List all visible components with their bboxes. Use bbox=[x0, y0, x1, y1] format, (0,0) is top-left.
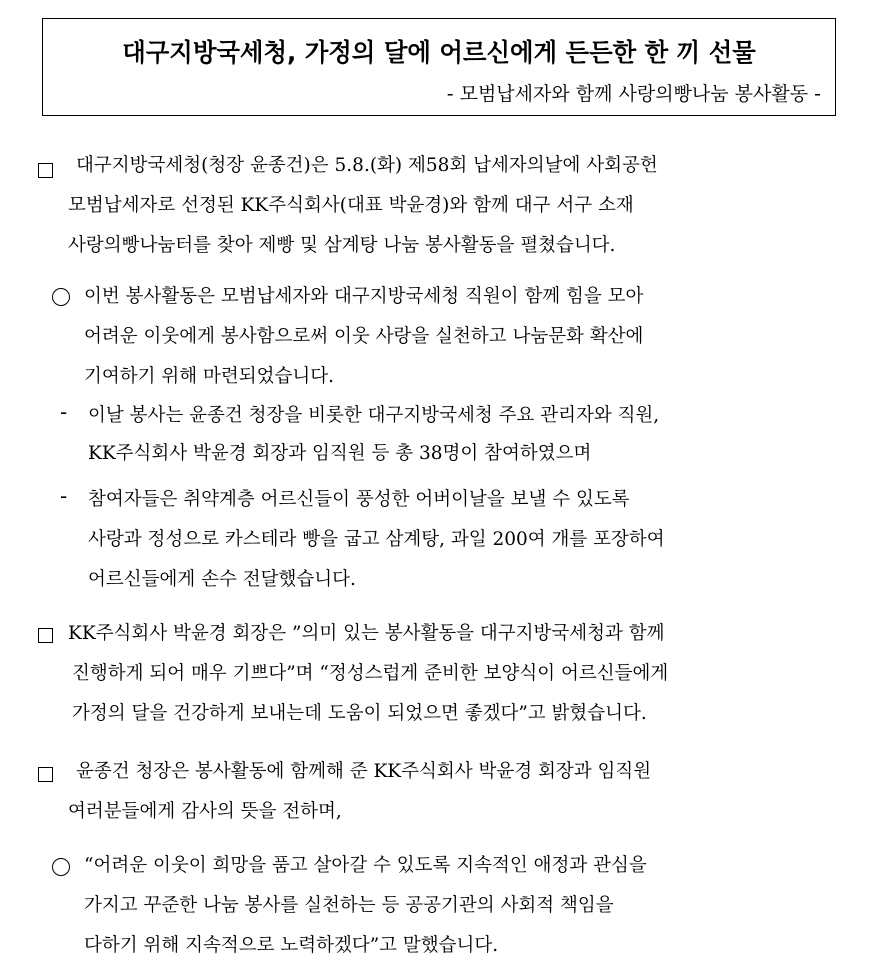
paragraph-line: 사랑과 정성으로 카스테라 빵을 굽고 삼계탕, 과일 200여 개를 포장하여 bbox=[88, 529, 665, 550]
paragraph-line: 진행하게 되어 매우 기쁘다”며 “정성스럽게 준비한 보양식이 어르신들에게 bbox=[72, 663, 669, 684]
dash-bullet-icon: - bbox=[60, 400, 68, 424]
paragraph-line: 사랑의빵나눔터를 찾아 제빵 및 삼계탕 나눔 봉사활동을 펼쳤습니다. bbox=[68, 235, 616, 256]
paragraph-line: 이날 봉사는 윤종건 청장을 비롯한 대구지방국세청 주요 관리자와 직원, bbox=[88, 405, 660, 426]
paragraph-line: 어려운 이웃에게 봉사함으로써 이웃 사랑을 실천하고 나눔문화 확산에 bbox=[84, 326, 644, 347]
paragraph-line: 어르신들에게 손수 전달했습니다. bbox=[88, 569, 356, 590]
paragraph-line: 참여자들은 취약계층 어르신들이 풍성한 어버이날을 보낼 수 있도록 bbox=[88, 489, 630, 510]
paragraph-line: “어려운 이웃이 희망을 품고 살아갈 수 있도록 지속적인 애정과 관심을 bbox=[84, 855, 647, 876]
title-box bbox=[42, 18, 836, 116]
paragraph-line: 가정의 달을 건강하게 보내는데 도움이 되었으면 좋겠다”고 밝혔습니다. bbox=[72, 703, 647, 724]
paragraph-line: KK주식회사 박윤경 회장은 ”의미 있는 봉사활동을 대구지방국세청과 함께 bbox=[68, 623, 665, 644]
paragraph-line: 대구지방국세청(청장 윤종건)은 5.8.(화) 제58회 납세자의날에 사회공헌 bbox=[76, 155, 658, 176]
square-bullet-icon bbox=[38, 163, 53, 178]
paragraph-line: 이번 봉사활동은 모범납세자와 대구지방국세청 직원이 함께 힘을 모아 bbox=[84, 286, 644, 307]
paragraph-line: 가지고 꾸준한 나눔 봉사를 실천하는 등 공공기관의 사회적 책임을 bbox=[84, 895, 614, 916]
paragraph-line: 다하기 위해 지속적으로 노력하겠다”고 말했습니다. bbox=[84, 935, 499, 956]
paragraph-line: 윤종건 청장은 봉사활동에 함께해 준 KK주식회사 박윤경 회장과 임직원 bbox=[76, 761, 652, 782]
document-subtitle: - 모범납세자와 함께 사랑의빵나눔 봉사활동 - bbox=[446, 83, 821, 105]
circle-bullet-icon bbox=[52, 288, 70, 306]
paragraph-line: KK주식회사 박윤경 회장과 임직원 등 총 38명이 참여하였으며 bbox=[88, 443, 592, 464]
dash-bullet-icon: - bbox=[60, 484, 68, 508]
square-bullet-icon bbox=[38, 767, 53, 782]
paragraph-line: 여러분들에게 감사의 뜻을 전하며, bbox=[68, 801, 342, 822]
document-title: 대구지방국세청, 가정의 달에 어르신에게 든든한 한 끼 선물 bbox=[122, 38, 756, 67]
paragraph-line: 모범납세자로 선정된 KK주식회사(대표 박윤경)와 함께 대구 서구 소재 bbox=[68, 195, 634, 216]
square-bullet-icon bbox=[38, 628, 53, 643]
circle-bullet-icon bbox=[52, 858, 70, 876]
paragraph-line: 기여하기 위해 마련되었습니다. bbox=[84, 366, 334, 387]
